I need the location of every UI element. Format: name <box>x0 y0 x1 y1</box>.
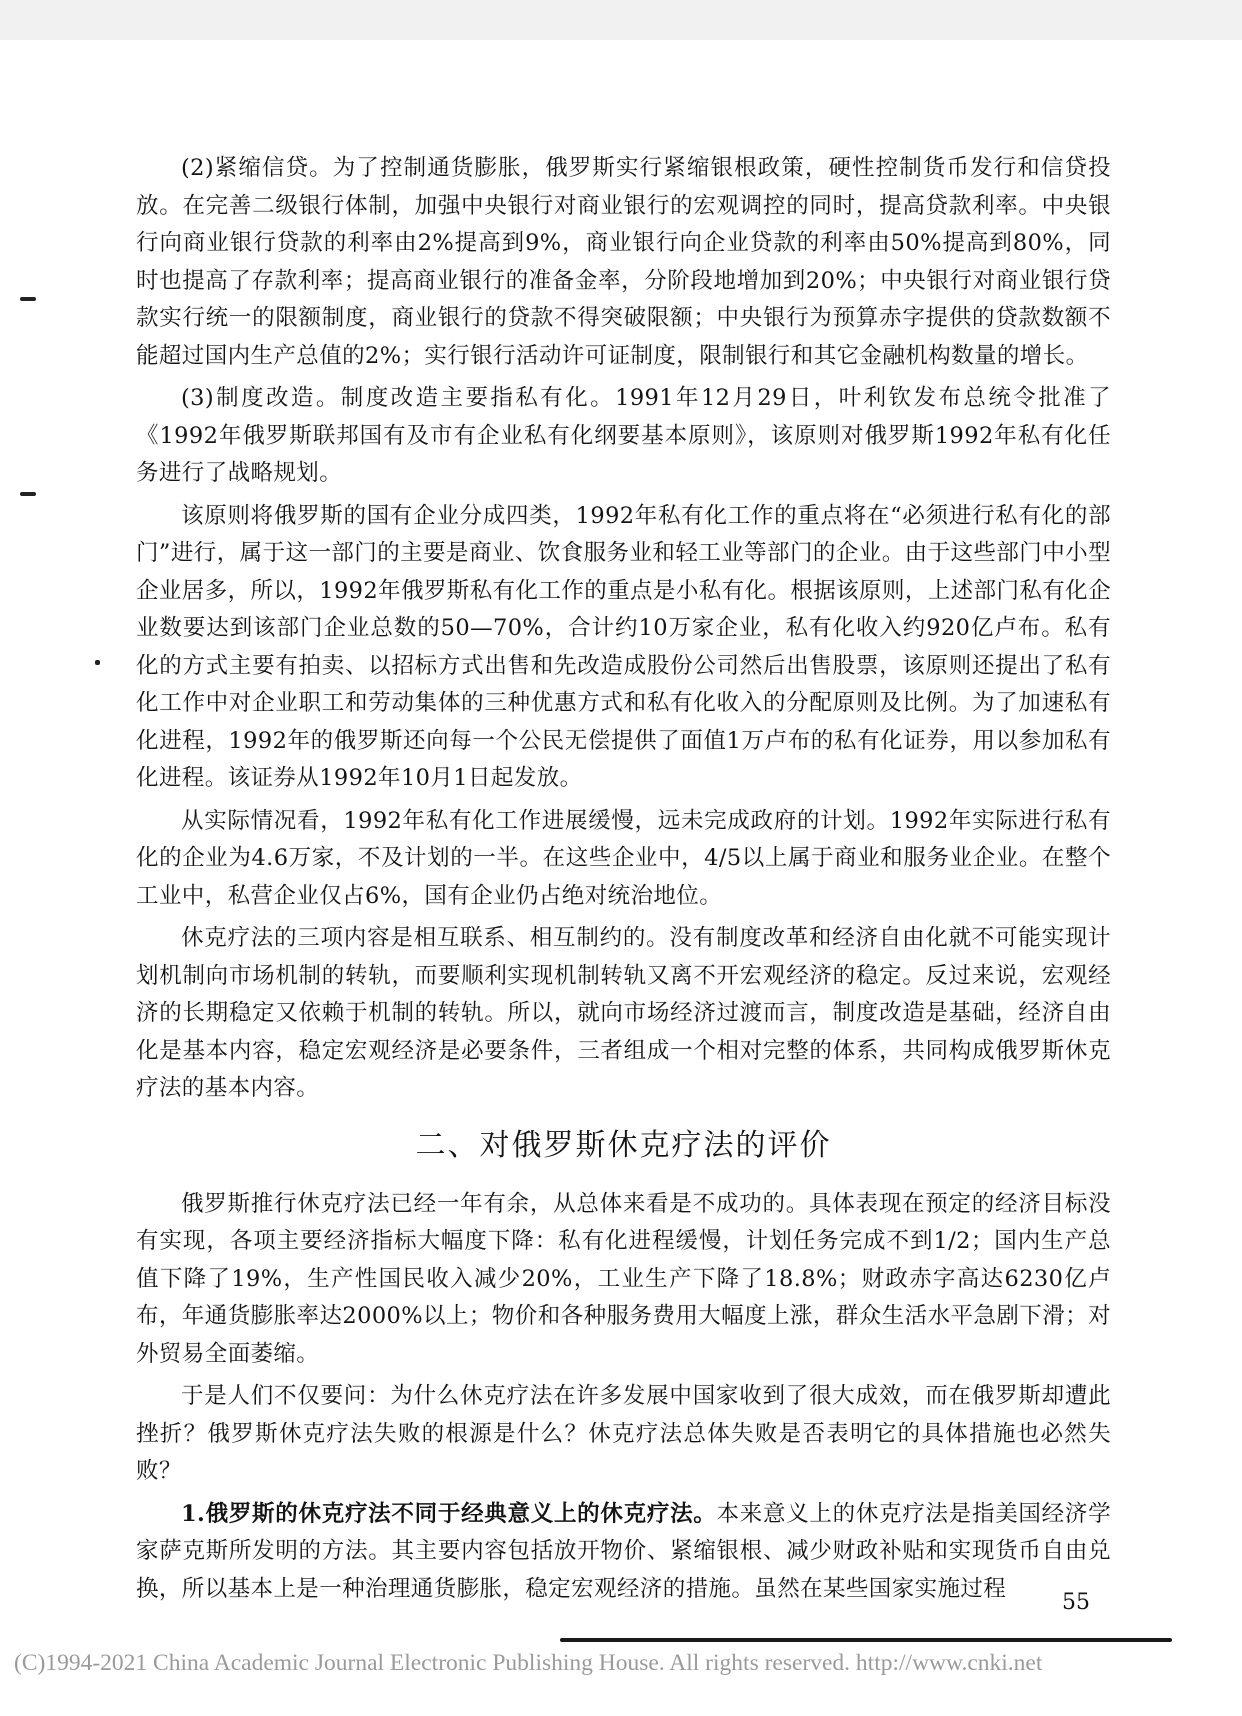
section-heading: 二、对俄罗斯休克疗法的评价 <box>415 1127 832 1163</box>
footer-rule <box>560 1638 1172 1642</box>
copyright-notice: (C)1994-2021 China Academic Journal Electronic Publishing House. All rights reserved. http://www.cnki.net <box>14 1650 1043 1676</box>
margin-mark <box>95 660 100 665</box>
page-body <box>136 150 1111 1613</box>
paragraph-continuation: 本来意义上的休克疗法是指美国经济学家萨克斯所发明的方法。其主要内容包括放开物价、紧缩银根、减少财政补贴和实现货币自由兑换，所以基本上是一种治理通货膨胀，稳定宏观经济的措施。虽然在某些国家实施过程 <box>136 1500 1111 1602</box>
page-number: 55 <box>1062 1590 1090 1615</box>
paragraph-evaluation: 俄罗斯推行休克疗法已经一年有余，从总体来看是不成功的。具体表现在预定的经济目标没有实现，各项主要经济指标大幅度下降：私有化进程缓慢，计划任务完成不到1/2；国内生产总值下降了19%，生产性国民收入减少20%，工业生产下降了18.8%；财政赤字高达6230亿卢布，年通货膨胀率达2000%以上；物价和各种服务费用大幅度上涨，群众生活水平急剧下滑；对外贸易全面萎缩。 <box>136 1190 1111 1367</box>
paragraph-classic-shock-therapy <box>136 1496 1111 1609</box>
paragraph-privatization-progress: 从实际情况看，1992年私有化工作进展缓慢，远未完成政府的计划。1992年实际进行私有化的企业为4.6万家，不及计划的一半。在这些企业中，4/5以上属于商业和服务业企业。在整个工业中，私营企业仅占6%，国有企业仍占绝对统治地位。 <box>136 807 1111 909</box>
paragraph-questions: 于是人们不仅要问：为什么休克疗法在许多发展中国家收到了很大成效，而在俄罗斯却遭此挫折？俄罗斯休克疗法失败的根源是什么？休克疗法总体失败是否表明它的具体措施也必然失败？ <box>136 1383 1111 1484</box>
paragraph-privatization-principle: 该原则将俄罗斯的国有企业分成四类，1992年私有化工作的重点将在“必须进行私有化的部门”进行，属于这一部门的主要是商业、饮食服务业和轻工业等部门的企业。由于这些部门中小型企业居多，所以，1992年俄罗斯私有化工作的重点是小私有化。根据该原则，上述部门私有化企业数要达到该部门企业总数的50—70%，合计约10万家企业，私有化收入约920亿卢布。私有化的方式主要有拍卖、以招标方式出售和先改造成股份公司然后出售股票，该原则还提出了私有化工作中对企业职工和劳动集体的三种优惠方式和私有化收入的分配原则及比例。为了加速私有化进程，1992年的俄罗斯还向每一个公民无偿提供了面值1万卢布的私有化证券，用以参加私有化进程。该证券从1992年10月1日起发放。 <box>136 502 1111 791</box>
margin-mark <box>20 297 36 301</box>
paragraph-institutional-reform: (3)制度改造。制度改造主要指私有化。1991年12月29日，叶利钦发布总统令批准了《1992年俄罗斯联邦国有及市有企业私有化纲要基本原则》，该原则对俄罗斯1992年私有化任务进行了战略规划。 <box>136 385 1111 486</box>
paragraph-shock-therapy-summary: 休克疗法的三项内容是相互联系、相互制约的。没有制度改革和经济自由化就不可能实现计划机制向市场机制的转轨，而要顺利实现机制转轨又离不开宏观经济的稳定。反过来说，宏观经济的长期稳定又依赖于机制的转轨。所以，就向市场经济过渡而言，制度改造是基础，经济自由化是基本内容，稳定宏观经济是必要条件，三者组成一个相对完整的体系，共同构成俄罗斯休克疗法的基本内容。 <box>136 925 1111 1101</box>
bold-lead-sentence: 1.俄罗斯的休克疗法不同于经典意义上的休克疗法。 <box>181 1500 717 1527</box>
paragraph-tight-credit: (2)紧缩信贷。为了控制通货膨胀，俄罗斯实行紧缩银根政策，硬性控制货币发行和信贷投放。在完善二级银行体制，加强中央银行对商业银行的宏观调控的同时，提高贷款利率。中央银行向商业银行贷款的利率由2%提高到9%，商业银行向企业贷款的利率由50%提高到80%，同时也提高了存款利率；提高商业银行的准备金率，分阶段地增加到20%；中央银行对商业银行贷款实行统一的限额制度，商业银行的贷款不得突破限额；中央银行为预算赤字提供的贷款数额不能超过国内生产总值的2%；实行银行活动许可证制度，限制银行和其它金融机构数量的增长。 <box>136 155 1111 369</box>
margin-mark <box>20 492 36 496</box>
scan-top-band <box>0 0 1242 40</box>
